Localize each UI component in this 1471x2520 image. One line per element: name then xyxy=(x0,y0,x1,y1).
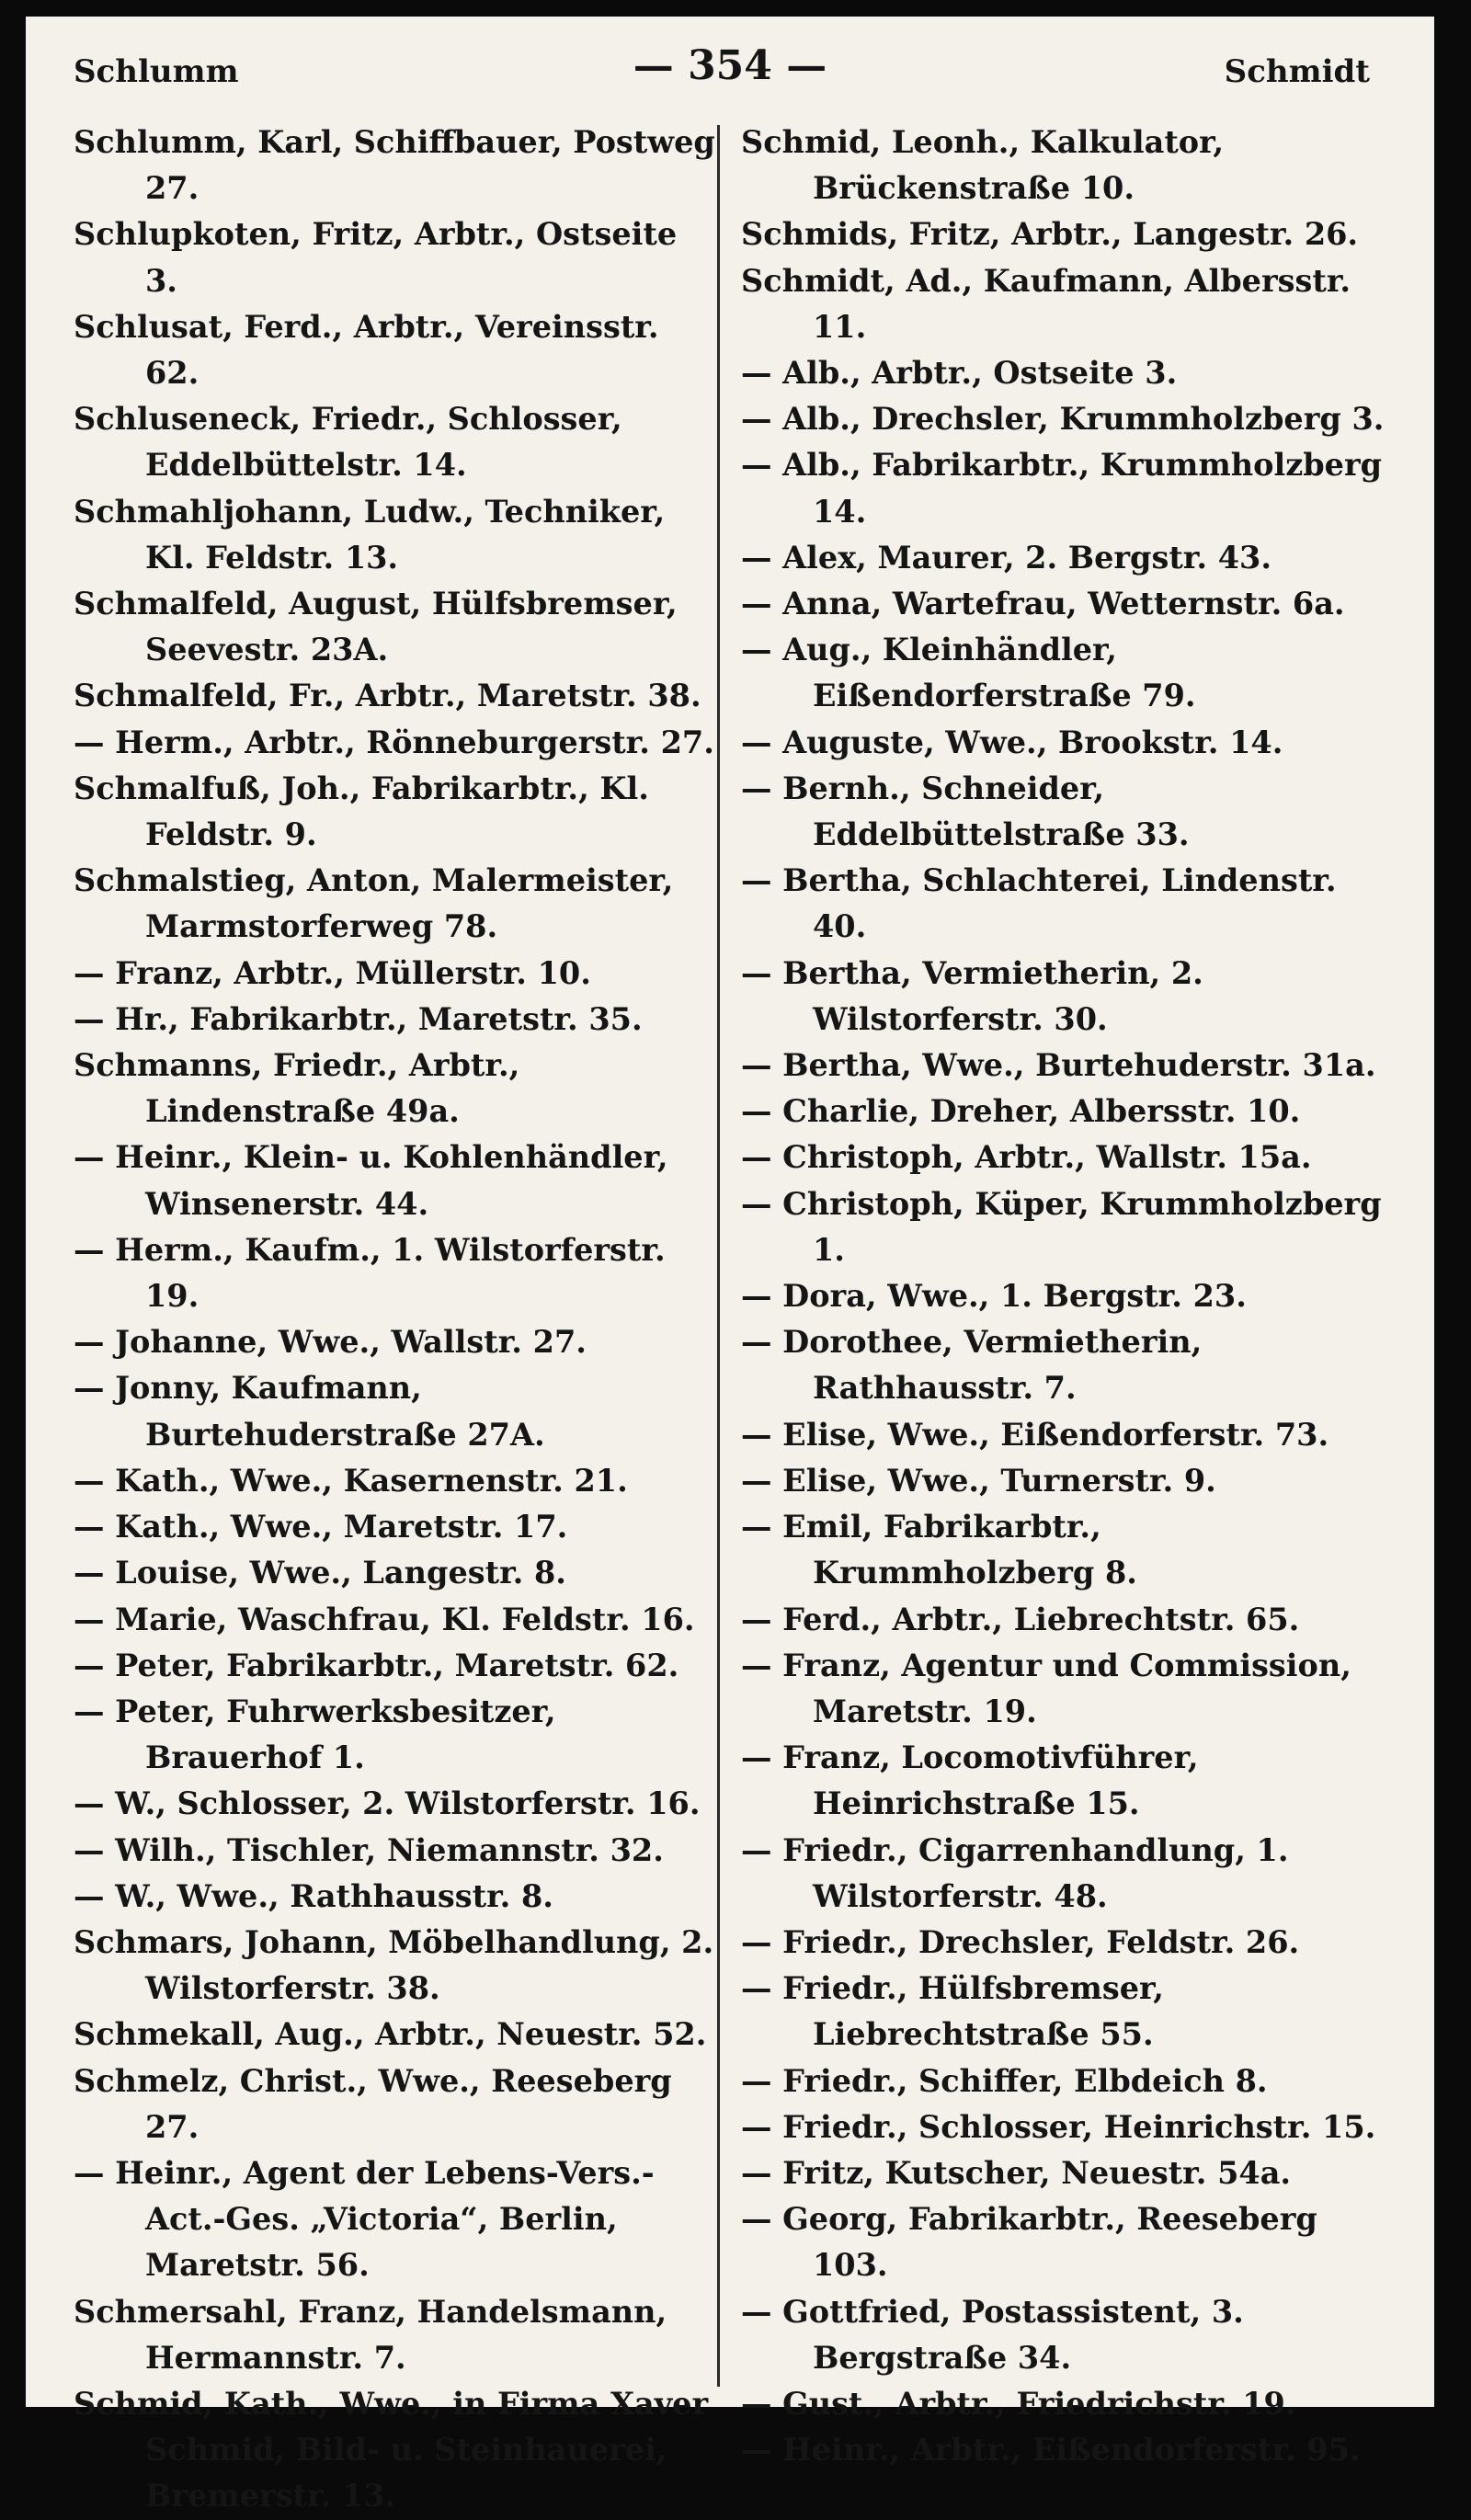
directory-entry: Schluseneck, Friedr., Schlosser, Eddelbüttelstr. 14. xyxy=(74,401,622,484)
directory-entry: — Bertha, Vermietherin, 2. Wilstorferstr. 30. xyxy=(741,954,1203,1037)
directory-entry: Schmanns, Friedr., Arbtr., Lindenstraße 49a. xyxy=(74,1047,520,1130)
directory-entry: — Dora, Wwe., 1. Bergstr. 23. xyxy=(741,1278,1247,1315)
directory-entry: — Elise, Wwe., Turnerstr. 9. xyxy=(741,1462,1216,1499)
directory-entry: — W., Schlosser, 2. Wilstorferstr. 16. xyxy=(74,1785,701,1822)
directory-entry: — Friedr., Drechsler, Feldstr. 26. xyxy=(741,1923,1300,1960)
directory-entry: Schlusat, Ferd., Arbtr., Vereinsstr. 62. xyxy=(74,308,659,392)
column-divider xyxy=(717,125,720,2387)
directory-entry: — Gottfried, Postassistent, 3. Bergstraße 34. xyxy=(741,2293,1244,2376)
directory-entry: Schmalfeld, Fr., Arbtr., Maretstr. 38. xyxy=(74,678,701,714)
directory-entry: Schmidt, Ad., Kaufmann, Albersstr. 11. xyxy=(741,262,1351,345)
header-left-catchword: Schlumm xyxy=(74,53,239,90)
directory-entry: Schmahljohann, Ludw., Techniker, Kl. Feldstr. 13. xyxy=(74,493,666,576)
directory-entry: — Emil, Fabrikarbtr., Krummholzberg 8. xyxy=(741,1509,1137,1591)
directory-entry: — Kath., Wwe., Kasernenstr. 21. xyxy=(74,1462,628,1499)
directory-entry: Schmersahl, Franz, Handelsmann, Hermannstr. 7. xyxy=(74,2293,667,2376)
directory-entry: — Louise, Wwe., Langestr. 8. xyxy=(74,1555,566,1591)
right-column xyxy=(741,120,1385,2473)
directory-entry: — Bernh., Schneider, Eddelbüttelstraße 33. xyxy=(741,770,1190,853)
directory-entry: — Alex, Maurer, 2. Bergstr. 43. xyxy=(741,539,1271,576)
directory-entry: Schmid, Leonh., Kalkulator, Brückenstraße 10. xyxy=(741,124,1225,207)
page-header xyxy=(26,33,1434,97)
directory-entry: — Franz, Arbtr., Müllerstr. 10. xyxy=(74,954,591,991)
header-right-catchword: Schmidt xyxy=(1224,53,1370,90)
directory-entry: — Franz, Agentur und Commission, Maretstr. 19. xyxy=(741,1647,1351,1729)
directory-entry: — Alb., Drechsler, Krummholzberg 3. xyxy=(741,401,1385,438)
directory-entry: — Elise, Wwe., Eißendorferstr. 73. xyxy=(741,1416,1329,1453)
left-column xyxy=(74,120,717,2520)
directory-entry: Schmid, Kath., Wwe., in Firma Xaver Schmid, Bild- u. Steinhauerei, Bremerstr. 13. xyxy=(74,2385,709,2514)
directory-entry: — Alb., Arbtr., Ostseite 3. xyxy=(741,355,1178,392)
directory-entry: — Wilh., Tischler, Niemannstr. 32. xyxy=(74,1831,664,1868)
directory-entry: — Herm., Kaufm., 1. Wilstorferstr. 19. xyxy=(74,1231,666,1315)
directory-entry: — Anna, Wartefrau, Wetternstr. 6a. xyxy=(741,586,1345,622)
directory-entry: Schmalstieg, Anton, Malermeister, Marmstorferweg 78. xyxy=(74,862,674,945)
directory-entry: — Heinr., Agent der Lebens-Vers.-Act.-Ges. „Victoria“, Berlin, Maretstr. 56. xyxy=(74,2154,655,2284)
directory-entry: — Herm., Arbtr., Rönneburgerstr. 27. xyxy=(74,724,714,760)
directory-entry: — Friedr., Cigarrenhandlung, 1. Wilstorferstr. 48. xyxy=(741,1831,1289,1914)
directory-entry: — Friedr., Schlosser, Heinrichstr. 15. xyxy=(741,2108,1376,2145)
directory-entry: Schmalfeld, August, Hülfsbremser, Seevestr. 23A. xyxy=(74,586,678,668)
directory-entry: — Ferd., Arbtr., Liebrechtstr. 65. xyxy=(741,1601,1300,1637)
directory-entry: — Christoph, Küper, Krummholzberg 1. xyxy=(741,1185,1382,1268)
directory-page xyxy=(26,17,1434,2514)
directory-entry: — Charlie, Dreher, Albersstr. 10. xyxy=(741,1093,1301,1130)
directory-entry: Schmars, Johann, Möbelhandlung, 2. Wilstorferstr. 38. xyxy=(74,1923,714,2007)
directory-entry: — Bertha, Schlachterei, Lindenstr. 40. xyxy=(741,862,1337,945)
directory-entry: — Fritz, Kutscher, Neuestr. 54a. xyxy=(741,2154,1292,2191)
directory-entry: — Franz, Locomotivführer, Heinrichstraße 15. xyxy=(741,1739,1199,1822)
directory-entry: — Christoph, Arbtr., Wallstr. 15a. xyxy=(741,1139,1312,1176)
directory-entry: — Jonny, Kaufmann, Burtehuderstraße 27A. xyxy=(74,1370,545,1453)
directory-entry: — Hr., Fabrikarbtr., Maretstr. 35. xyxy=(74,1000,643,1037)
directory-entry: — Dorothee, Vermietherin, Rathhausstr. 7. xyxy=(741,1324,1203,1407)
directory-entry: Schlumm, Karl, Schiffbauer, Postweg 27. xyxy=(74,124,715,207)
directory-entry: — Johanne, Wwe., Wallstr. 27. xyxy=(74,1324,587,1361)
directory-entry: — Friedr., Hülfsbremser, Liebrechtstraße 55. xyxy=(741,1970,1164,2053)
directory-entry: — Heinr., Klein- u. Kohlenhändler, Winsenerstr. 44. xyxy=(74,1139,668,1222)
directory-entry: Schmekall, Aug., Arbtr., Neuestr. 52. xyxy=(74,2016,707,2053)
directory-entry: — Heinr., Arbtr., Eißendorferstr. 95. xyxy=(741,2432,1361,2469)
directory-entry: Schlupkoten, Fritz, Arbtr., Ostseite 3. xyxy=(74,216,678,299)
directory-entry: — Marie, Waschfrau, Kl. Feldstr. 16. xyxy=(74,1601,695,1637)
directory-entry: — Peter, Fabrikarbtr., Maretstr. 62. xyxy=(74,1647,679,1683)
directory-entry: — W., Wwe., Rathhausstr. 8. xyxy=(74,1877,553,1914)
directory-entry: Schmids, Fritz, Arbtr., Langestr. 26. xyxy=(741,216,1359,253)
page-number: — 354 — xyxy=(633,42,827,89)
directory-entry: — Alb., Fabrikarbtr., Krummholzberg 14. xyxy=(741,447,1383,530)
directory-entry: — Auguste, Wwe., Brookstr. 14. xyxy=(741,724,1283,760)
directory-entry: — Friedr., Schiffer, Elbdeich 8. xyxy=(741,2062,1268,2099)
directory-entry: — Gust., Arbtr., Friedrichstr. 19. xyxy=(741,2385,1296,2422)
directory-entry: — Peter, Fuhrwerksbesitzer, Brauerhof 1. xyxy=(74,1693,556,1776)
directory-entry: Schmelz, Christ., Wwe., Reeseberg 27. xyxy=(74,2062,672,2145)
directory-entry: Schmalfuß, Joh., Fabrikarbtr., Kl. Feldstr. 9. xyxy=(74,770,649,853)
directory-entry: — Bertha, Wwe., Burtehuderstr. 31a. xyxy=(741,1047,1376,1084)
directory-entry: — Georg, Fabrikarbtr., Reeseberg 103. xyxy=(741,2201,1317,2284)
directory-entry: — Aug., Kleinhändler, Eißendorferstraße 79. xyxy=(741,632,1196,714)
directory-entry: — Kath., Wwe., Maretstr. 17. xyxy=(74,1509,568,1545)
